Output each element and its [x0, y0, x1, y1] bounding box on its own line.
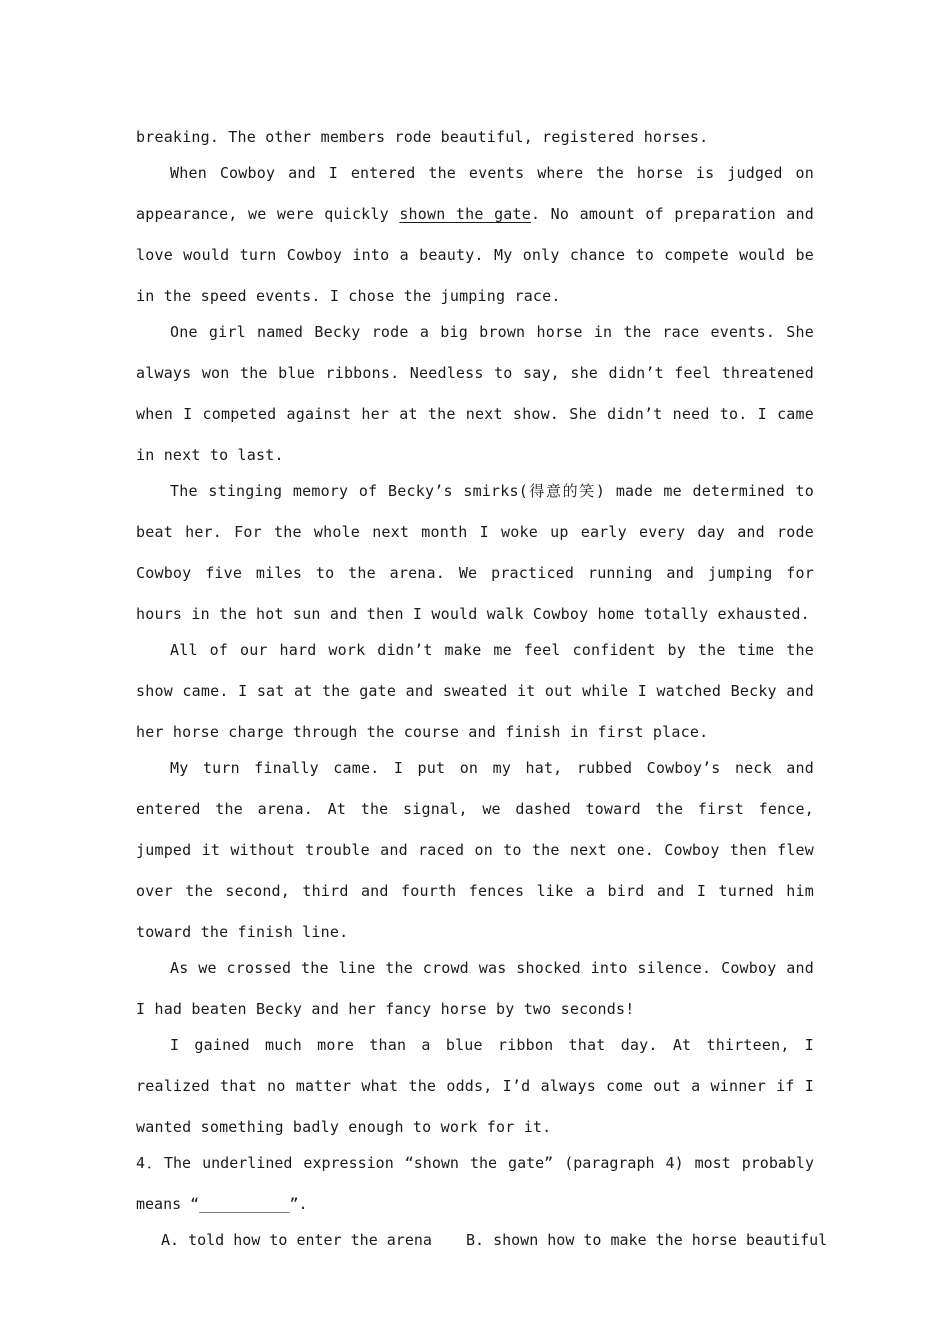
question-4: 4．The underlined expression “shown the gate” (paragraph 4) most probably means “__________”.: [136, 1154, 814, 1213]
paragraph-2-before: When Cowboy and I entered the events where the horse is judged on appearance, we were quickly: [136, 164, 814, 223]
document-page: [136, 122, 828, 1261]
paragraph-6: My turn finally came. I put on my hat, rubbed Cowboy’s neck and entered the arena. At the signal, we dashed toward the first fence, jumped it without trouble and raced on to the next one. Cowboy then flew over the second, third and fourth fences like a bird and I turned him toward the finish line.: [136, 759, 814, 941]
paragraph-4: The stinging memory of Becky’s smirks(得意的笑) made me determined to beat her. For the whole next month I woke up early every day and rode Cowboy five miles to the arena. We practiced running and jumping for hours in the hot sun and then I would walk Cowboy home totally exhausted.: [136, 482, 814, 623]
underlined-expression: shown the gate: [399, 205, 531, 223]
paragraph-3: One girl named Becky rode a big brown horse in the race events. She always won the blue ribbons. Needless to say, she didn’t feel threatened when I competed against her at the next show. She didn’t need to. I came in next to last.: [136, 323, 814, 464]
paragraph-2-after: . No amount of preparation and love would turn Cowboy into a beauty. My only chance to compete would be in the speed events. I chose the jumping race.: [136, 205, 814, 305]
paragraph-1: breaking. The other members rode beautiful, registered horses.: [136, 128, 709, 146]
paragraph-5: All of our hard work didn’t make me feel confident by the time the show came. I sat at the gate and sweated it out while I watched Becky and her horse charge through the course and finish in first place.: [136, 641, 814, 741]
option-a[interactable]: A. told how to enter the arena: [161, 1231, 432, 1249]
paragraph-7: As we crossed the line the crowd was shocked into silence. Cowboy and I had beaten Becky and her fancy horse by two seconds!: [136, 959, 814, 1018]
answer-options: [136, 1220, 828, 1261]
paragraph-2: [136, 153, 814, 317]
option-b[interactable]: B. shown how to make the horse beautiful: [466, 1231, 828, 1249]
paragraph-8: I gained much more than a blue ribbon that day. At thirteen, I realized that no matter what the odds, I’d always come out a winner if I wanted something badly enough to work for it.: [136, 1036, 814, 1136]
